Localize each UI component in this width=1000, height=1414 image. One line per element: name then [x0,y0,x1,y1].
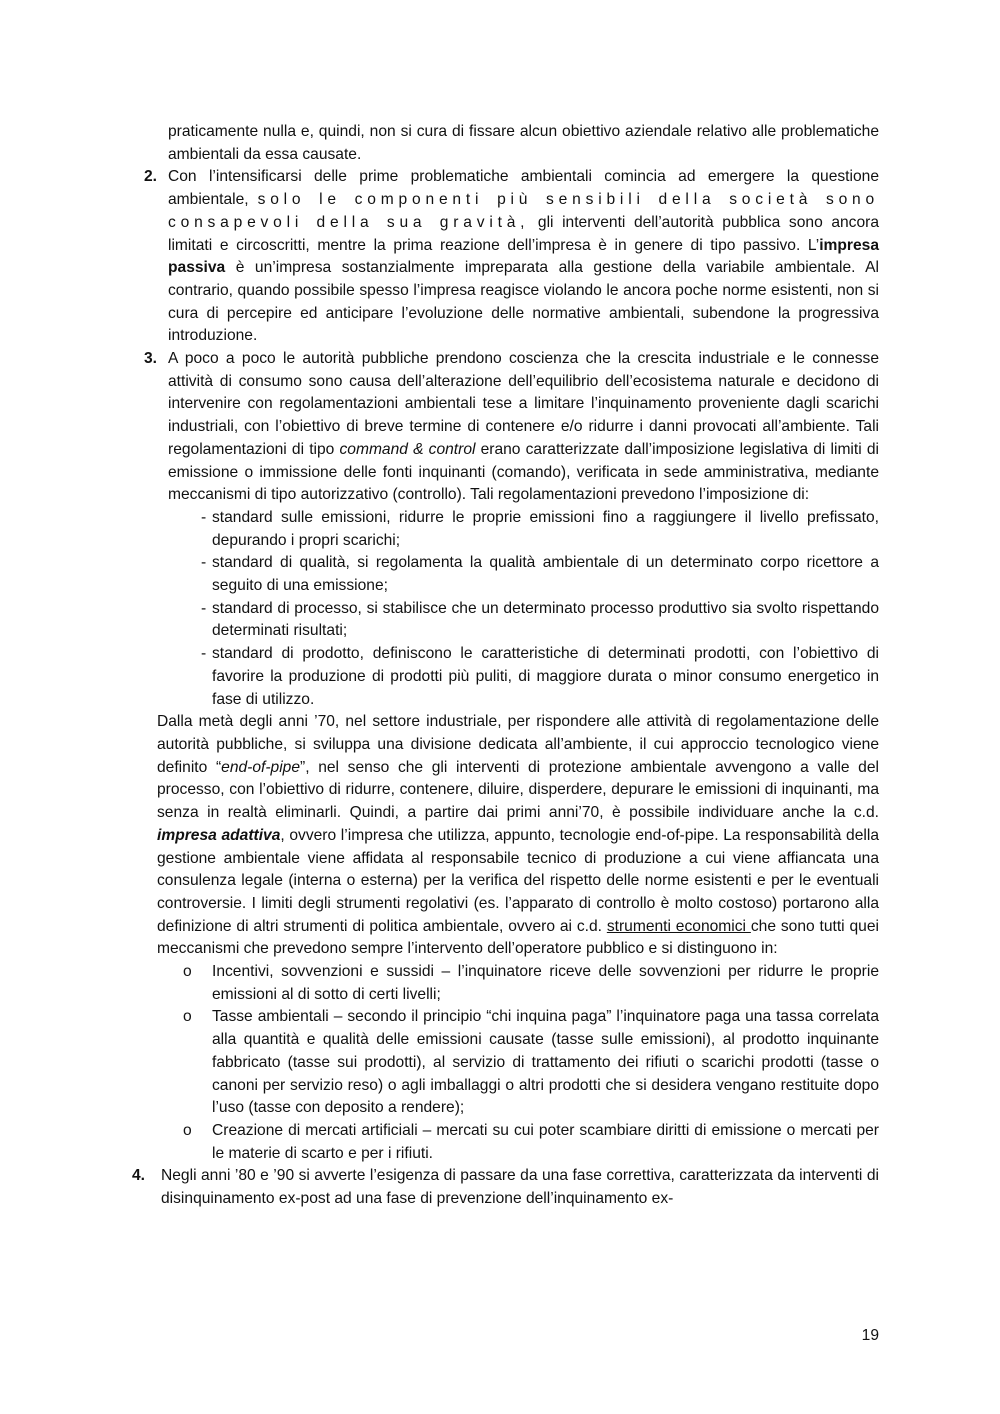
dash-item [201,643,879,711]
item2-bold-term: impresa passiva [168,236,879,277]
bullet-item-text: Incentivi, sovvenzioni e sussidi – l’inquinatore riceve delle sovvenzioni per ridurre le proprie emissioni al di sotto di certi livelli; [212,963,879,1003]
para-text-1: Dalla metà degli anni ’70, nel settore industriale, per rispondere alle attività di regolamentazione delle autorità pubbliche, si sviluppa una divisione dedicata all’ambiente, il cui approccio tecnologico viene definito “ [157,713,879,776]
bullet-item-text: Tasse ambientali – secondo il principio “chi inquina paga” l’inquinatore paga una tassa correlata alla quantità e qualità delle emissioni causate (tasse sulle emissioni), al prodotto inquinante fabbricato (tasse sui prodotti), al servizio di trattamento dei rifiuti o scarichi prodotti (tasse o canoni per servizio reso) o agli imballaggi o altri prodotti che si desidera vengano restituite dopo l’uso (tasse con deposito a rendere); [212,1008,879,1117]
para-underlined-term: strumenti economici [606,917,751,935]
list-item-4 [132,1165,879,1210]
item3-italic-term: command & control [339,440,476,458]
para-italic-term: end-of-pipe [221,758,301,776]
bullet-item-text: Creazione di mercati artificiali – mercati su cui poter scambiare diritti di emissione o mercati per le materie di scarto e per i rifiuti. [212,1121,879,1162]
bullet-marker: o [183,963,192,981]
standards-dash-list [201,507,879,711]
page-number: 19 [861,1327,879,1344]
list-number: 3. [144,350,158,368]
bullet-item [183,961,879,1006]
list-number: 4. [132,1167,146,1185]
dash-marker: - [201,645,207,663]
continuation-paragraph [157,121,879,166]
list-number: 2. [144,168,158,186]
bullet-item [183,1120,879,1165]
list-item-3 [144,348,879,507]
para-text-4: che sono tutti quei meccanismi che prevedono sempre l’intervento dell’operatore pubblico e si distinguono in: [157,917,879,958]
dash-item-text: standard di processo, si stabilisce che un determinato processo produttivo sia svolto rispettando determinati risultati; [212,599,879,640]
item4-text: Negli anni ’80 e ’90 si avverte l’esigenza di passare da una fase correttiva, caratterizzata da interventi di disinquinamento ex-post ad una fase di prevenzione dell’inquinamento ex- [161,1167,879,1208]
dash-item-text: standard di qualità, si regolamenta la qualità ambientale di un determinato corpo ricettore a seguito di una emissione; [212,554,879,595]
body-paragraph [157,711,879,961]
dash-item [201,552,879,597]
dash-item [201,507,879,552]
item2-text-1: Con l’intensificarsi delle prime problematiche ambientali comincia ad emergere la questione ambientale, [168,168,879,209]
item2-spaced-text: solo le componenti più sensibili della società sono consapevoli della sua gravità, [168,191,879,231]
dash-item-text: standard sulle emissioni, ridurre le proprie emissioni fino a raggiungere il livello prefissato, depurando i propri scarichi; [212,508,879,549]
para-text-2: ”, nel senso che gli interventi di protezione ambientale avvengono a valle del processo, con l’obiettivo di ridurre, contenere, diluire, disperdere, depurare le emissioni di inquinanti, ma senza in realtà eliminarli. Quindi, a partire dai primi anni’70, è possibile individuare anche la c.d. [157,758,879,822]
dash-marker: - [201,599,207,617]
para-text-3: , ovvero l’impresa che utilizza, appunto, tecnologie end-of-pipe. La responsabilità della gestione ambientale viene affidata al responsabile tecnico di produzione a cui viene affiancata una consulenza legale (interna o esterna) per la verifica del rispetto delle norme esistenti e per le eventuali controversie. I limiti degli strumenti regolativi (es. l’apparato di controllo è molto costoso) portarono alla definizione di altri strumenti di politica ambientale, ovvero ai c.d. [157,826,879,935]
item2-text-2: gli interventi dell’autorità pubblica sono ancora limitati e circoscritti, mentre la prima reazione dell’impresa è in genere di tipo passivo. L’ [168,213,880,254]
item3-text-2: erano caratterizzate dall’imposizione legislativa di limiti di emissione o immissione delle fonti inquinanti (comando), verificata in sede amministrativa, mediante meccanismi di tipo autorizzativo (controllo). Tali regolamentazioni prevedono l’imposizione di: [168,440,879,504]
continuation-text: praticamente nulla e, quindi, non si cura di fissare alcun obiettivo aziendale relativo alle problematiche ambientali da essa causate. [168,123,879,163]
body-text [132,121,880,1211]
bullet-marker: o [183,1008,192,1026]
bullet-marker: o [183,1121,192,1139]
para-bolditalic-term: impresa adattiva [157,826,281,844]
list-item-2 [144,166,880,348]
dash-item [201,598,879,643]
dash-marker: - [201,554,207,572]
item3-text-1: A poco a poco le autorità pubbliche prendono coscienza che la crescita industriale e le connesse attività di consumo sono causa dell’alterazione dell’equilibrio dell’ecosistema naturale e decidono di intervenire con regolamentazioni ambientali tese a limitare l’inquinamento proveniente dagli scarichi industriali, con l’obiettivo di breve termine di contenere e/o ridurre i danni provocati all’ambiente. Tali regolamentazioni di tipo [168,350,879,458]
economic-instruments-list [183,961,879,1165]
dash-marker: - [201,508,207,526]
dash-item-text: standard di prodotto, definiscono le caratteristiche di determinati prodotti, con l’obiettivo di favorire la produzione di prodotti più puliti, di maggiore durata o minor consumo energetico in fase di utilizzo. [212,645,879,708]
bullet-item [183,1006,879,1120]
item2-text-3: è un’impresa sostanzialmente impreparata alla gestione della variabile ambientale. Al contrario, quando possibile spesso l’impresa reagisce violando le ancora poche norme esistenti, non si cura di percepire ed anticipare l’evoluzione delle normative ambientali, subendone la progressiva introduzione. [168,259,879,345]
